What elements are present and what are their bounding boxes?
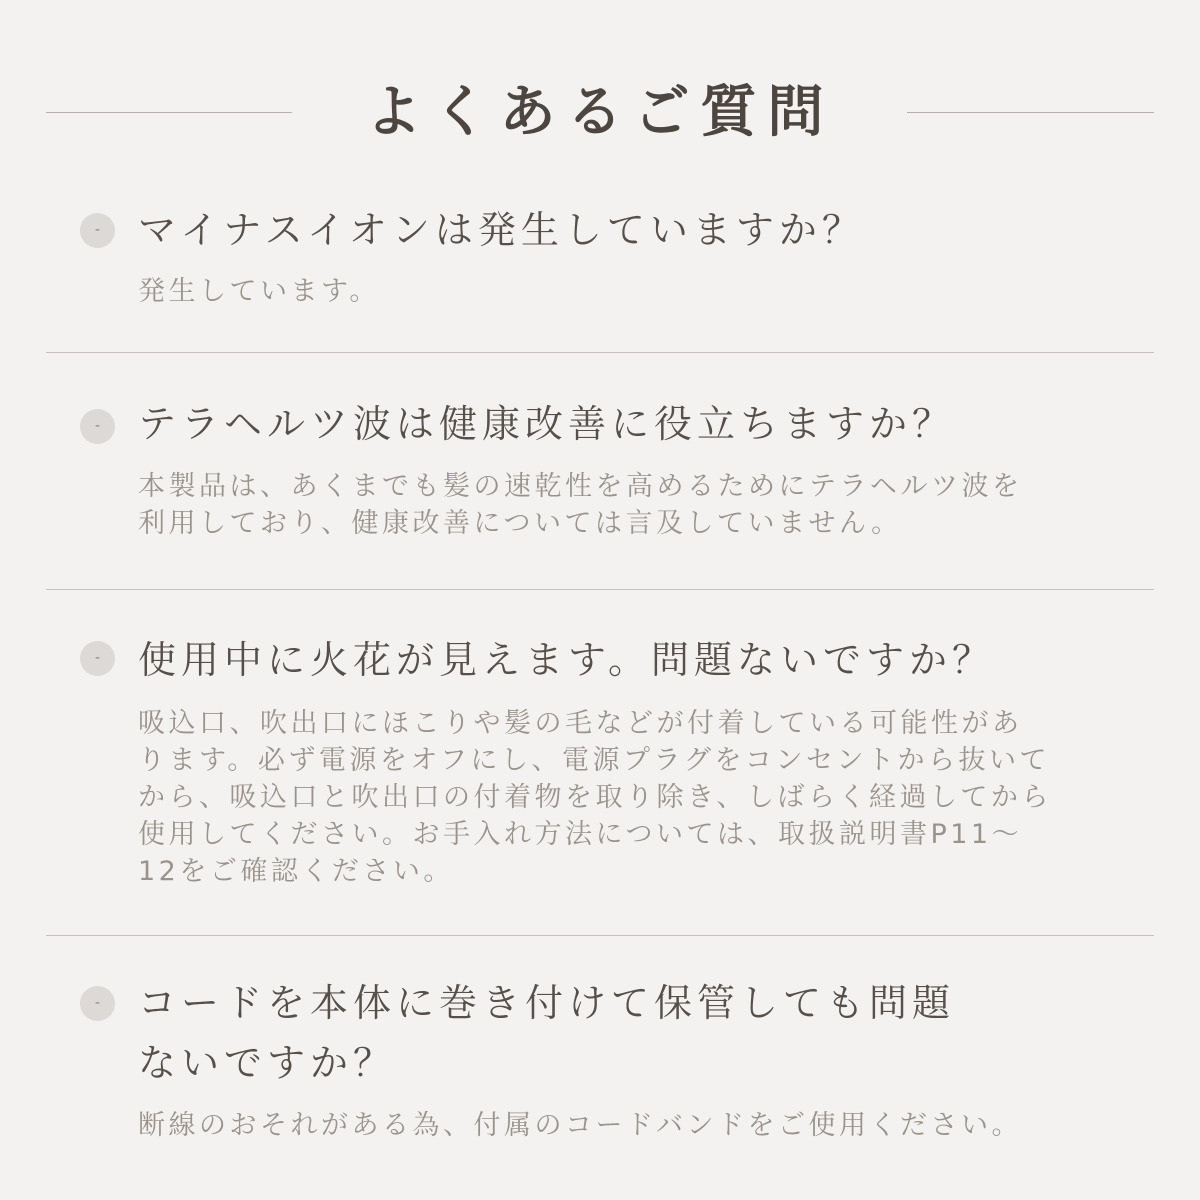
faq-answer-1: 発生しています。 xyxy=(138,276,380,307)
bullet-icon: - xyxy=(80,641,115,676)
faq-answer-2: 本製品は、あくまでも髪の速乾性を高めるためにテラヘルツ波を 利用しており、健康改善については言及していません。 xyxy=(138,471,1023,539)
faq-question-2: テラヘルツ波は健康改善に役立ちますか？ xyxy=(138,402,956,446)
page-header xyxy=(0,62,1200,162)
faq-question-3: 使用中に火花が見えます。問題ないですか？ xyxy=(138,638,995,682)
title-divider-left xyxy=(46,112,292,113)
page-title: よくあるご質問 xyxy=(365,79,835,145)
faq-divider-2 xyxy=(46,589,1154,590)
title-divider-right xyxy=(907,112,1154,113)
bullet-icon: - xyxy=(80,213,115,248)
faq-divider-1 xyxy=(46,352,1154,353)
faq-answer-4: 断線のおそれがある為、付属のコードバンドをご使用ください。 xyxy=(138,1110,1022,1141)
bullet-icon: - xyxy=(80,409,115,444)
faq-answer-3: 吸込口、吹出口にほこりや髪の毛などが付着している可能性があ ります。必ず電源をオフにし、電源プラグをコンセントから抜いて から、吸込口と吹出口の付着物を取り除き、しばらく経過してから 使用してください。お手入れ方法については、取扱説明書P11～ 12をご確認ください。 xyxy=(138,708,1052,887)
faq-divider-3 xyxy=(46,935,1154,936)
faq-question-1: マイナスイオンは発生していますか？ xyxy=(138,208,865,252)
bullet-icon: - xyxy=(80,986,115,1021)
faq-question-4: コードを本体に巻き付けて保管しても問題 ないですか？ xyxy=(138,981,956,1085)
